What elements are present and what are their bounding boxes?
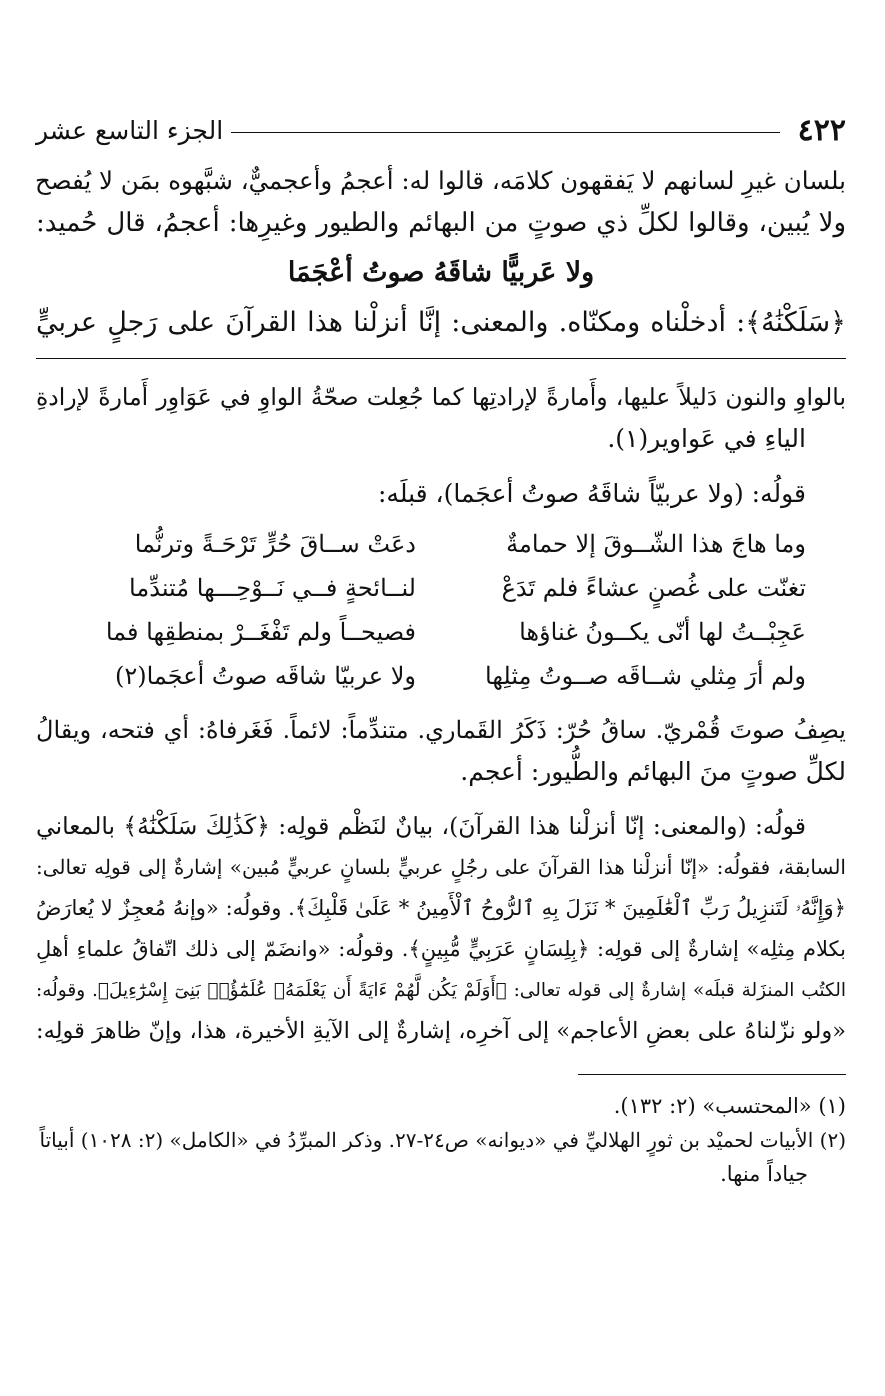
commentary-line: الياءِ في عَواوير(١). <box>607 424 806 453</box>
verse-first-hemistich: عَجِبْــتُ لها أنّى يكــونُ غناؤها <box>519 618 806 646</box>
footnote-2: (٢) الأبيات لحميْد بن ثورٍ الهلاليِّ في «ديوانه» ص٢٤-٢٧. وذكر المبرِّدُ في «الكامل» (٢: ١٠٢٨) أبياتاً <box>39 1128 846 1152</box>
verse-first-hemistich: وما هاجَ هذا الشّــوقَ إلا حمامةٌ <box>506 530 806 558</box>
commentary-line: لكلِّ صوتٍ منَ البهائم والطُّيور: أعجم. <box>460 757 846 786</box>
commentary-line: ﴿وَإِنَّهُۥ لَتَنزِيلُ رَبِّ ٱلْعَٰلَمِينَ * نَزَلَ بِهِ ٱلرُّوحُ ٱلْأَمِينُ * عَلَىٰ قَلْبِكَ﴾. وقولُه: «وإنهُ مُعجِزٌ لا يُعارَضُ <box>36 896 846 920</box>
quoted-hemistich: ولا عَربيًّا شاقَهُ صوتُ أعْجَمَا <box>287 257 595 288</box>
poem-verse <box>36 566 846 610</box>
main-line: ﴿سَلَكْنَٰهُ﴾: أدخلْناه ومكنّاه. والمعنى: إنَّا أنزلْنا هذا القرآنَ على رَجلٍ عربيٍّ <box>36 307 846 338</box>
section-divider <box>36 358 846 359</box>
verse-second-hemistich: فصيحــاً ولم تَفْغَــرْ بمنطقِها فما <box>105 618 416 646</box>
verse-second-hemistich: ولا عربيّا شاقَه صوتُ أعجَما(٢) <box>114 662 416 690</box>
commentary <box>36 377 846 1052</box>
verse-second-hemistich: لنــائحةٍ فــي نَــوْحِـــها مُتندِّما <box>129 574 416 602</box>
poem-verse <box>36 610 846 654</box>
commentary-line: السابقة، فقولُه: «إنّا أنزلْنا هذا القرآنَ على رجُلٍ عربيٍّ بلسانٍ عربيٍّ مُبين» إشارةٌ إلى قولِه تعالى: <box>36 855 846 879</box>
page-header <box>36 108 846 152</box>
poem-intro: قولُه: (ولا عربيّاً شاقَهُ صوتُ أعجَما)، قبلَه: <box>378 479 806 508</box>
commentary-line: يصِفُ صوتَ قُمْريّ. ساقُ حُرّ: ذَكَرُ القَماري. متندِّماً: لائماً. فَغَرفاهُ: أي فتحه، ويقالُ <box>36 716 846 744</box>
document-page <box>36 108 846 1191</box>
footnote-2-continuation: جياداً منها. <box>720 1162 808 1186</box>
commentary-line: بالواوِ والنون دَليلاً عليها، وأَمارةً لإرادتِها كما جُعِلت صحّةُ الواوِ في عَوَاوِر أَمارةً لإرادةِ <box>36 383 846 411</box>
footnote-1: (١) «المحتسب» (٢: ١٣٢). <box>613 1094 846 1118</box>
poem-verse <box>36 654 846 698</box>
commentary-line: قولُه: (والمعنى: إنّا أنزلْنا هذا القرآنَ)، بيانٌ لنَظْم قولِه: ﴿كَذَٰلِكَ سَلَكْنَٰهُ﴾ بالمعاني <box>36 812 806 840</box>
commentary-line: الكتُب المنزَلة قبلَه» إشارةٌ إلى قوله تعالى: ﴿أَوَلَمْ يَكُن لَّهُمْ ءَايَةً أَن يَعْلَمَهُۥ عُلَمَٰٓؤُا۟ بَنِىٓ إِسْرَٰٓءِيلَ﴾. وقولُه: <box>36 980 846 1001</box>
verse-first-hemistich: ولم أرَ مِثلي شــاقَه صــوتُ مِثلِها <box>485 662 806 690</box>
footnote-divider <box>578 1074 846 1075</box>
commentary-line: بكلام مِثلِه» إشارةٌ إلى قولِه: ﴿بِلِسَانٍ عَرَبِيٍّ مُّبِينٍ﴾. وقولُه: «وانضَمّ إلى ذلك اتّفاقُ علماءِ أهلِ <box>36 937 846 961</box>
verse-first-hemistich: تغنّت على غُصنٍ عشاءً فلم تَدَعْ <box>501 574 806 602</box>
running-head: الجزء التاسع عشر <box>36 115 224 145</box>
main-line: ولا يُبين، وقالوا لكلِّ ذي صوتٍ من البهائم والطيور وغيرِها: أعجمُ، قال حُميد: <box>36 208 846 238</box>
header-rule <box>231 132 780 133</box>
poem-verse <box>36 522 846 566</box>
footnotes <box>36 1089 846 1191</box>
main-line: بلسان غيرِ لسانهم لا يَفقهون كلامَه، قالوا له: أعجمُ وأعجميٌّ، شبَّهوه بمَن لا يُفصح <box>34 166 846 195</box>
poem <box>36 522 846 698</box>
page-number: ٤٢٢ <box>797 112 846 148</box>
main-text <box>36 160 846 344</box>
verse-second-hemistich: دعَتْ ســاقَ حُرٍّ تَرْحَـةً وترنُّما <box>134 530 416 558</box>
commentary-line: «ولو نزّلناهُ على بعضِ الأعاجم» إلى آخرِه، إشارةٌ إلى الآيةِ الأخيرة، هذا، وإنّ ظاهرَ قولِه: <box>36 1018 846 1044</box>
